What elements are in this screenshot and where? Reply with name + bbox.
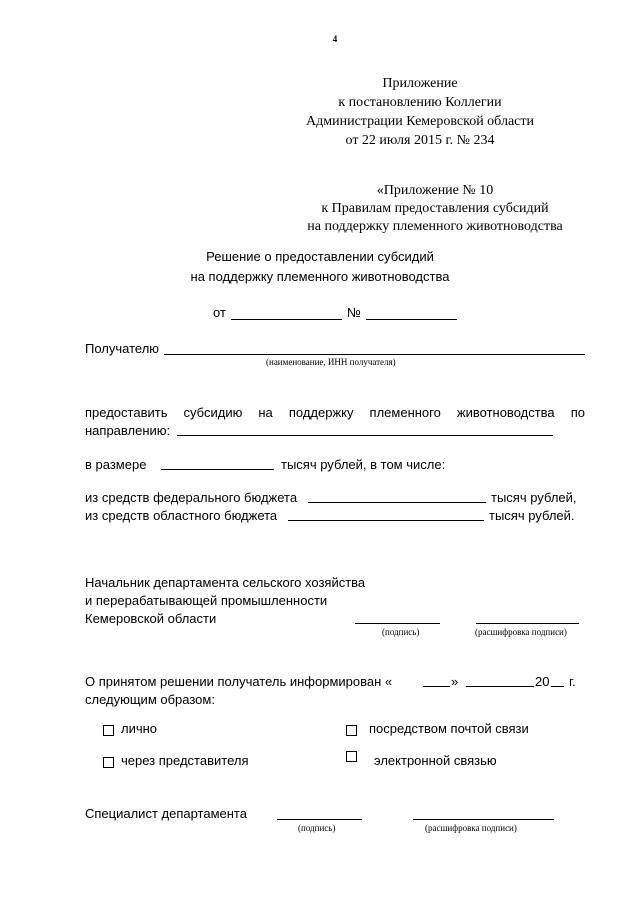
appendix-header-line3: Администрации Кемеровской области [306,114,534,129]
recipient-label: Получателю [85,341,160,356]
specialist-decode-field[interactable] [413,819,554,820]
specialist-label: Специалист департамента [85,806,247,821]
mail-label: посредством почтой связи [369,721,529,736]
title-line1: Решение о предоставлении субсидий [206,249,434,264]
grant-direction-label: направлению: [85,423,171,438]
mail-checkbox[interactable] [346,725,357,736]
regional-suffix: тысяч рублей. [489,508,575,523]
head-decode-caption: (расшифровка подписи) [475,627,567,637]
regional-amount-field[interactable] [288,520,484,521]
appendix-header-line2: к постановлению Коллегии [338,95,502,110]
recipient-field[interactable] [164,354,585,355]
date-field[interactable] [231,319,342,320]
specialist-signature-field[interactable] [277,819,362,820]
inform-text: О принятом решении получатель информирован « [85,674,393,689]
regional-label: из средств областного бюджета [85,508,278,523]
electronic-checkbox[interactable] [346,751,357,762]
head-line2: и перерабатывающей промышленности [85,593,328,608]
inform-quote-close: » [451,674,459,689]
appendix-header-line4: от 22 июля 2015 г. № 234 [345,133,495,148]
inform-day-field[interactable] [423,686,450,687]
grant-line1: предоставить субсидию на поддержку племенного животноводства по [85,405,585,420]
amount-prefix: в размере [85,457,147,472]
head-line3: Кемеровской области [85,611,217,626]
inform-year-field[interactable] [551,686,564,687]
appendix-10-line1: «Приложение № 10 [376,183,494,198]
personal-checkbox[interactable] [103,725,114,736]
date-label: от [213,305,226,320]
appendix-10-line3: на поддержку племенного животноводства [307,219,563,234]
number-label: № [347,305,361,320]
representative-checkbox[interactable] [103,757,114,768]
inform-year-suffix: г. [569,674,576,689]
appendix-header-line1: Приложение [382,76,458,91]
federal-amount-field[interactable] [308,502,486,503]
head-signature-field[interactable] [355,623,440,624]
appendix-10-line2: к Правилам предоставления субсидий [321,201,549,216]
title-line2: на поддержку племенного животноводства [190,269,450,284]
inform-line2: следующим образом: [85,692,215,707]
head-line1: Начальник департамента сельского хозяйства [85,575,366,590]
page-number: 4 [332,34,338,44]
head-decode-field[interactable] [476,623,579,624]
electronic-label: электронной связью [374,753,497,768]
number-field[interactable] [366,319,457,320]
inform-year: 20 [535,674,550,689]
inform-month-field[interactable] [466,686,534,687]
representative-label: через представителя [121,753,249,768]
head-signature-caption: (подпись) [382,627,420,637]
grant-direction-field[interactable] [177,435,553,436]
federal-suffix: тысяч рублей, [491,490,577,505]
specialist-signature-caption: (подпись) [298,823,336,833]
federal-label: из средств федерального бюджета [85,490,298,505]
personal-label: лично [121,721,158,736]
recipient-caption: (наименование, ИНН получателя) [266,357,396,367]
specialist-decode-caption: (расшифровка подписи) [425,823,517,833]
amount-field[interactable] [161,469,274,470]
amount-suffix: тысяч рублей, в том числе: [281,457,446,472]
